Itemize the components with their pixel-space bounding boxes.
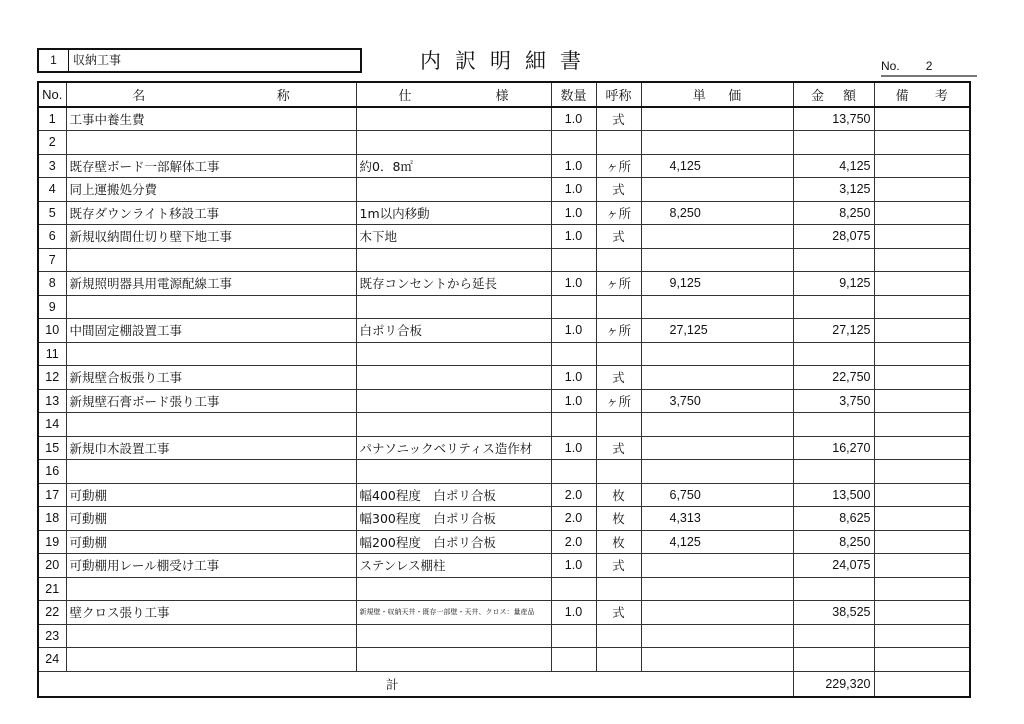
row-remarks	[874, 154, 970, 178]
row-remarks	[874, 107, 970, 131]
row-amount: 3,125	[793, 178, 874, 202]
row-price	[641, 178, 793, 202]
table-row	[38, 601, 970, 625]
row-amount	[793, 648, 874, 672]
row-amount: 38,525	[793, 601, 874, 625]
row-no: 19	[38, 530, 66, 554]
row-no: 11	[38, 342, 66, 366]
row-name: 中間固定棚設置工事	[66, 319, 356, 343]
table-row	[38, 366, 970, 390]
row-qty: 2.0	[551, 530, 596, 554]
row-no: 9	[38, 295, 66, 319]
row-qty: 1.0	[551, 154, 596, 178]
row-price: 4,125	[641, 154, 793, 178]
col-header-amount: 金 額	[793, 82, 874, 107]
row-unit: ヶ所	[596, 154, 641, 178]
row-spec	[356, 413, 551, 437]
row-amount: 4,125	[793, 154, 874, 178]
table-row	[38, 319, 970, 343]
row-price	[641, 577, 793, 601]
row-price	[641, 248, 793, 272]
table-row	[38, 413, 970, 437]
row-qty: 2.0	[551, 507, 596, 531]
row-unit	[596, 577, 641, 601]
section-name: 収納工事	[73, 53, 122, 67]
row-price	[641, 295, 793, 319]
col-header-qty: 数量	[551, 82, 596, 107]
row-spec	[356, 178, 551, 202]
table-row	[38, 648, 970, 672]
row-unit: 式	[596, 554, 641, 578]
col-header-spec: 仕 様	[356, 82, 551, 107]
row-remarks	[874, 295, 970, 319]
row-price	[641, 107, 793, 131]
row-qty: 1.0	[551, 554, 596, 578]
table-row	[38, 342, 970, 366]
row-qty: 1.0	[551, 272, 596, 296]
row-name	[66, 577, 356, 601]
table-row	[38, 225, 970, 249]
row-spec	[356, 624, 551, 648]
table-row	[38, 178, 970, 202]
row-spec: 1m以内移動	[356, 201, 551, 225]
row-remarks	[874, 201, 970, 225]
row-spec	[356, 389, 551, 413]
row-amount: 8,250	[793, 530, 874, 554]
row-name: 壁クロス張り工事	[66, 601, 356, 625]
row-no: 10	[38, 319, 66, 343]
row-remarks	[874, 601, 970, 625]
row-no: 15	[38, 436, 66, 460]
row-price	[641, 436, 793, 460]
row-spec: 幅400程度 白ポリ合板	[356, 483, 551, 507]
row-name: 既存ダウンライト移設工事	[66, 201, 356, 225]
row-name: 可動棚	[66, 483, 356, 507]
row-qty	[551, 577, 596, 601]
row-remarks	[874, 389, 970, 413]
row-price	[641, 342, 793, 366]
row-qty: 1.0	[551, 107, 596, 131]
page-number-value: 2	[925, 59, 933, 73]
row-price	[641, 366, 793, 390]
row-qty: 2.0	[551, 483, 596, 507]
row-amount	[793, 577, 874, 601]
row-spec: ステンレス棚柱	[356, 554, 551, 578]
row-qty: 1.0	[551, 201, 596, 225]
row-amount	[793, 248, 874, 272]
row-price	[641, 554, 793, 578]
row-remarks	[874, 178, 970, 202]
row-amount: 24,075	[793, 554, 874, 578]
table-row	[38, 483, 970, 507]
row-name	[66, 342, 356, 366]
row-unit: 式	[596, 178, 641, 202]
row-unit: ヶ所	[596, 272, 641, 296]
row-qty	[551, 342, 596, 366]
row-remarks	[874, 225, 970, 249]
row-name	[66, 624, 356, 648]
row-name	[66, 131, 356, 155]
row-remarks	[874, 319, 970, 343]
row-spec	[356, 460, 551, 484]
row-amount	[793, 413, 874, 437]
row-remarks	[874, 507, 970, 531]
row-spec	[356, 295, 551, 319]
row-no: 5	[38, 201, 66, 225]
row-unit	[596, 460, 641, 484]
row-remarks	[874, 530, 970, 554]
row-price: 6,750	[641, 483, 793, 507]
section-number: 1	[39, 50, 69, 71]
row-no: 23	[38, 624, 66, 648]
row-unit	[596, 295, 641, 319]
row-remarks	[874, 436, 970, 460]
row-amount	[793, 624, 874, 648]
row-no: 18	[38, 507, 66, 531]
row-price	[641, 624, 793, 648]
row-no: 2	[38, 131, 66, 155]
row-unit	[596, 131, 641, 155]
row-no: 1	[38, 107, 66, 131]
row-no: 3	[38, 154, 66, 178]
table-row	[38, 530, 970, 554]
row-unit: 式	[596, 436, 641, 460]
section-header	[37, 48, 362, 73]
row-unit: 式	[596, 366, 641, 390]
row-spec	[356, 366, 551, 390]
row-remarks	[874, 413, 970, 437]
row-remarks	[874, 131, 970, 155]
row-no: 17	[38, 483, 66, 507]
row-qty: 1.0	[551, 389, 596, 413]
row-unit	[596, 342, 641, 366]
row-spec	[356, 131, 551, 155]
total-row	[38, 671, 970, 697]
page-number-label: No.	[881, 59, 900, 73]
row-spec: 約0．8㎡	[356, 154, 551, 178]
row-qty	[551, 413, 596, 437]
row-unit	[596, 413, 641, 437]
row-remarks	[874, 624, 970, 648]
row-amount: 13,750	[793, 107, 874, 131]
row-name	[66, 648, 356, 672]
table-row	[38, 554, 970, 578]
row-amount	[793, 460, 874, 484]
col-header-no: No.	[38, 82, 66, 107]
row-price: 4,313	[641, 507, 793, 531]
row-price	[641, 225, 793, 249]
total-amount: 229,320	[793, 671, 874, 697]
row-amount: 16,270	[793, 436, 874, 460]
row-price: 9,125	[641, 272, 793, 296]
row-no: 14	[38, 413, 66, 437]
row-amount	[793, 342, 874, 366]
row-name: 同上運搬処分費	[66, 178, 356, 202]
row-name	[66, 413, 356, 437]
row-name	[66, 248, 356, 272]
row-no: 16	[38, 460, 66, 484]
row-spec: 既存コンセントから延長	[356, 272, 551, 296]
row-name: 可動棚用レール棚受け工事	[66, 554, 356, 578]
document-title: 内訳明細書	[420, 49, 595, 73]
row-qty	[551, 648, 596, 672]
row-amount: 9,125	[793, 272, 874, 296]
row-remarks	[874, 248, 970, 272]
row-amount: 27,125	[793, 319, 874, 343]
row-remarks	[874, 460, 970, 484]
row-no: 13	[38, 389, 66, 413]
row-no: 22	[38, 601, 66, 625]
row-name: 新規巾木設置工事	[66, 436, 356, 460]
table-row	[38, 131, 970, 155]
row-name: 可動棚	[66, 530, 356, 554]
row-spec: 木下地	[356, 225, 551, 249]
page-number	[881, 58, 977, 77]
row-spec: 幅300程度 白ポリ合板	[356, 507, 551, 531]
row-unit: 式	[596, 107, 641, 131]
row-spec: 幅200程度 白ポリ合板	[356, 530, 551, 554]
row-remarks	[874, 577, 970, 601]
row-price: 8,250	[641, 201, 793, 225]
row-no: 4	[38, 178, 66, 202]
row-qty: 1.0	[551, 601, 596, 625]
row-remarks	[874, 483, 970, 507]
row-remarks	[874, 554, 970, 578]
row-unit	[596, 648, 641, 672]
table-row	[38, 460, 970, 484]
table-row	[38, 389, 970, 413]
row-amount: 8,625	[793, 507, 874, 531]
row-qty: 1.0	[551, 366, 596, 390]
row-spec	[356, 248, 551, 272]
row-qty	[551, 131, 596, 155]
row-no: 24	[38, 648, 66, 672]
row-qty	[551, 624, 596, 648]
row-spec: 新規壁・収納天井・既存一部壁・天井、クロス：量産品	[356, 601, 551, 625]
detail-table	[37, 81, 971, 698]
col-header-unit: 呼称	[596, 82, 641, 107]
row-no: 7	[38, 248, 66, 272]
row-price	[641, 413, 793, 437]
row-price: 4,125	[641, 530, 793, 554]
row-spec: パナソニックベリティス造作材	[356, 436, 551, 460]
table-row	[38, 201, 970, 225]
row-no: 12	[38, 366, 66, 390]
row-unit: 式	[596, 225, 641, 249]
row-remarks	[874, 648, 970, 672]
col-header-remarks: 備 考	[874, 82, 970, 107]
table-row	[38, 577, 970, 601]
col-header-name: 名 称	[66, 82, 356, 107]
table-row	[38, 248, 970, 272]
row-unit: ヶ所	[596, 201, 641, 225]
row-unit: ヶ所	[596, 389, 641, 413]
table-row	[38, 154, 970, 178]
row-name: 新規壁石膏ボード張り工事	[66, 389, 356, 413]
row-spec	[356, 107, 551, 131]
row-spec: 白ポリ合板	[356, 319, 551, 343]
row-qty: 1.0	[551, 319, 596, 343]
row-price	[641, 648, 793, 672]
row-qty	[551, 295, 596, 319]
row-qty	[551, 460, 596, 484]
row-amount: 28,075	[793, 225, 874, 249]
row-no: 6	[38, 225, 66, 249]
table-row	[38, 507, 970, 531]
table-header-row	[38, 82, 970, 107]
row-remarks	[874, 272, 970, 296]
row-qty: 1.0	[551, 178, 596, 202]
row-name: 既存壁ボード一部解体工事	[66, 154, 356, 178]
row-no: 8	[38, 272, 66, 296]
row-unit	[596, 624, 641, 648]
total-remarks	[874, 671, 970, 697]
row-amount: 3,750	[793, 389, 874, 413]
row-unit: ヶ所	[596, 319, 641, 343]
row-name	[66, 460, 356, 484]
table-row	[38, 272, 970, 296]
table-row	[38, 107, 970, 131]
row-unit: 枚	[596, 530, 641, 554]
row-price: 3,750	[641, 389, 793, 413]
row-remarks	[874, 342, 970, 366]
row-qty: 1.0	[551, 436, 596, 460]
table-row	[38, 436, 970, 460]
row-spec	[356, 342, 551, 366]
row-amount	[793, 131, 874, 155]
row-amount	[793, 295, 874, 319]
row-name: 可動棚	[66, 507, 356, 531]
row-unit: 枚	[596, 507, 641, 531]
row-price	[641, 601, 793, 625]
row-unit	[596, 248, 641, 272]
row-spec	[356, 577, 551, 601]
table-row	[38, 624, 970, 648]
row-name: 新規収納間仕切り壁下地工事	[66, 225, 356, 249]
row-remarks	[874, 366, 970, 390]
row-amount: 22,750	[793, 366, 874, 390]
row-price: 27,125	[641, 319, 793, 343]
row-unit: 枚	[596, 483, 641, 507]
col-header-price: 単 価	[641, 82, 793, 107]
table-row	[38, 295, 970, 319]
row-qty	[551, 248, 596, 272]
row-no: 20	[38, 554, 66, 578]
row-unit: 式	[596, 601, 641, 625]
row-qty: 1.0	[551, 225, 596, 249]
total-label: 計	[38, 671, 793, 697]
row-name: 新規照明器具用電源配線工事	[66, 272, 356, 296]
row-price	[641, 131, 793, 155]
row-spec	[356, 648, 551, 672]
row-amount: 8,250	[793, 201, 874, 225]
row-price	[641, 460, 793, 484]
row-name: 新規壁合板張り工事	[66, 366, 356, 390]
row-no: 21	[38, 577, 66, 601]
row-name: 工事中養生費	[66, 107, 356, 131]
row-name	[66, 295, 356, 319]
row-amount: 13,500	[793, 483, 874, 507]
